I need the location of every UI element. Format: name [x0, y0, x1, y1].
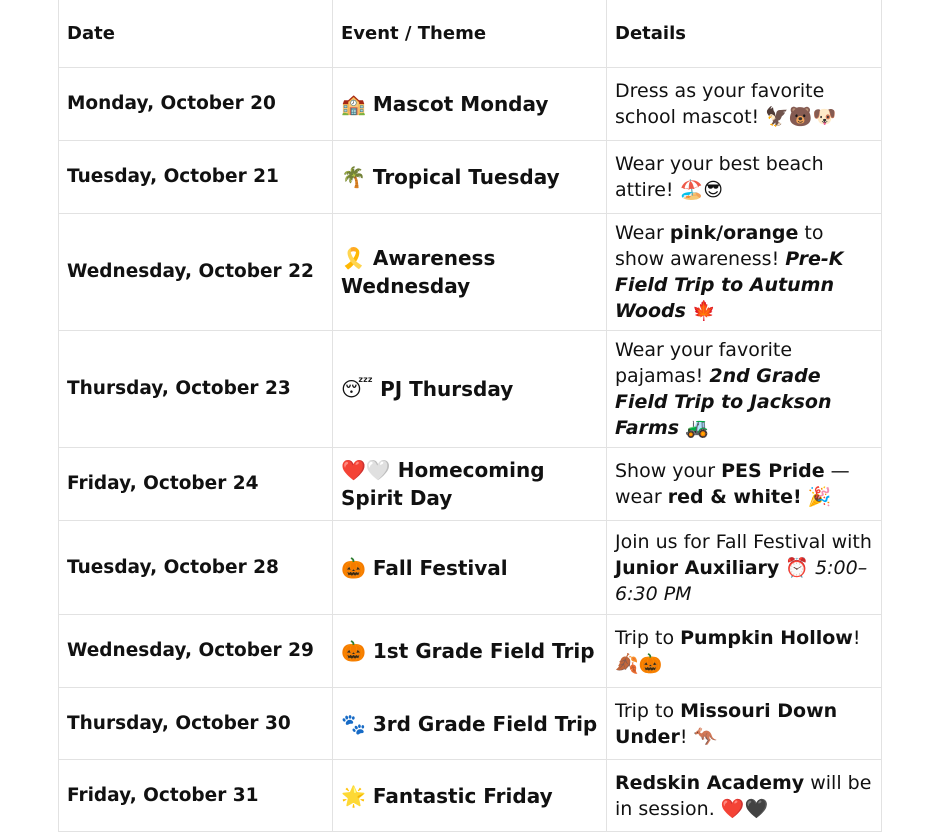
date-cell: Thursday, October 30	[59, 688, 333, 760]
event-title: Tropical Tuesday	[372, 165, 560, 189]
event-cell	[333, 521, 607, 615]
event-icon: 🎗️	[341, 246, 366, 270]
details-bold-italic: 2nd Grade Field Trip to Jackson Farms	[615, 365, 832, 439]
details-cell	[607, 521, 882, 615]
event-cell	[333, 448, 607, 521]
table-row	[59, 448, 882, 521]
details-cell	[607, 68, 882, 141]
details-emoji: 🏖️😎	[679, 179, 724, 201]
event-cell	[333, 688, 607, 760]
date-cell: Wednesday, October 22	[59, 214, 333, 331]
details-text: !	[852, 627, 861, 649]
table-row	[59, 331, 882, 448]
event-title: Fantastic Friday	[372, 783, 553, 808]
event-title: Mascot Monday	[372, 92, 549, 116]
event-icon: 🏫	[341, 92, 366, 116]
event-icon: 🐾	[341, 711, 366, 736]
details-text: — wear	[615, 460, 850, 508]
details-text: Trip to	[615, 699, 681, 722]
table-row	[59, 521, 882, 615]
details-text: Wear	[615, 222, 670, 244]
event-cell	[333, 141, 607, 214]
details-emoji: 🍂🎃	[615, 653, 663, 675]
date-cell: Thursday, October 23	[59, 331, 333, 448]
details-bold: Pumpkin Hollow	[680, 627, 853, 649]
event-cell	[333, 331, 607, 448]
table-row	[59, 615, 882, 688]
details-text: Wear your best beach attire!	[615, 153, 824, 201]
date-cell: Monday, October 20	[59, 68, 333, 141]
details-bold: Junior Auxiliary	[615, 556, 780, 579]
details-text: Wear your favorite pajamas!	[615, 339, 793, 387]
details-cell	[607, 688, 882, 760]
date-cell: Wednesday, October 29	[59, 615, 333, 688]
details-bold: pink/orange	[669, 222, 799, 244]
event-title: 1st Grade Field Trip	[372, 639, 595, 663]
details-text: will be in session.	[615, 771, 872, 820]
details-emoji: 🦘	[693, 725, 718, 748]
date-cell: Tuesday, October 28	[59, 521, 333, 615]
details-cell	[607, 214, 882, 331]
details-text: Dress as your favorite school mascot!	[615, 80, 825, 128]
details-emoji: 🚜	[685, 417, 709, 439]
details-bold: red & white!	[667, 486, 802, 508]
event-icon: 🎃	[341, 555, 366, 580]
details-emoji: 🍁	[691, 300, 716, 322]
details-bold: PES Pride	[721, 460, 825, 482]
details-text: Join us for Fall Festival with	[615, 530, 872, 553]
event-icon: 🌟	[341, 783, 366, 808]
header-event: Event / Theme	[333, 0, 607, 68]
details-cell	[607, 448, 882, 521]
details-cell	[607, 615, 882, 688]
table-row	[59, 760, 882, 832]
table-row	[59, 141, 882, 214]
details-emoji: ❤️🖤	[720, 797, 769, 820]
table-row	[59, 214, 882, 331]
details-bold: Missouri Down Under	[615, 699, 838, 748]
event-cell	[333, 68, 607, 141]
details-cell	[607, 141, 882, 214]
details-cell	[607, 760, 882, 832]
details-emoji: ⏰	[785, 556, 809, 579]
details-text: !	[679, 725, 694, 748]
details-italic: 5:00–6:30 PM	[615, 556, 868, 605]
date-cell: Friday, October 24	[59, 448, 333, 521]
details-text: to show awareness!	[615, 222, 824, 270]
schedule-table	[58, 0, 882, 832]
date-cell: Tuesday, October 21	[59, 141, 333, 214]
date-cell: Friday, October 31	[59, 760, 333, 832]
event-icon: 🎃	[341, 639, 366, 663]
event-icon: 🌴	[341, 165, 366, 189]
header-date: Date	[59, 0, 333, 68]
header-details: Details	[607, 0, 882, 68]
event-title: Fall Festival	[372, 555, 508, 580]
event-cell	[333, 214, 607, 331]
details-text: Show your	[615, 460, 722, 482]
event-cell	[333, 615, 607, 688]
details-text: Trip to	[615, 627, 681, 649]
event-icon: 😴	[341, 377, 374, 401]
event-title: 3rd Grade Field Trip	[372, 711, 598, 736]
event-cell	[333, 760, 607, 832]
details-cell	[607, 331, 882, 448]
details-emoji: 🎉	[807, 486, 832, 508]
event-title: Homecoming Spirit Day	[341, 458, 545, 510]
table-row	[59, 688, 882, 760]
details-bold-italic: Pre-K Field Trip to Autumn Woods	[615, 248, 844, 322]
details-bold: Redskin Academy	[615, 771, 805, 794]
event-title: PJ Thursday	[380, 377, 514, 401]
event-icon: ❤️🤍	[341, 458, 391, 482]
event-title: Awareness Wednesday	[341, 246, 496, 298]
details-emoji: 🦅🐻🐶	[765, 106, 837, 128]
header-row	[59, 0, 882, 68]
table-row	[59, 68, 882, 141]
